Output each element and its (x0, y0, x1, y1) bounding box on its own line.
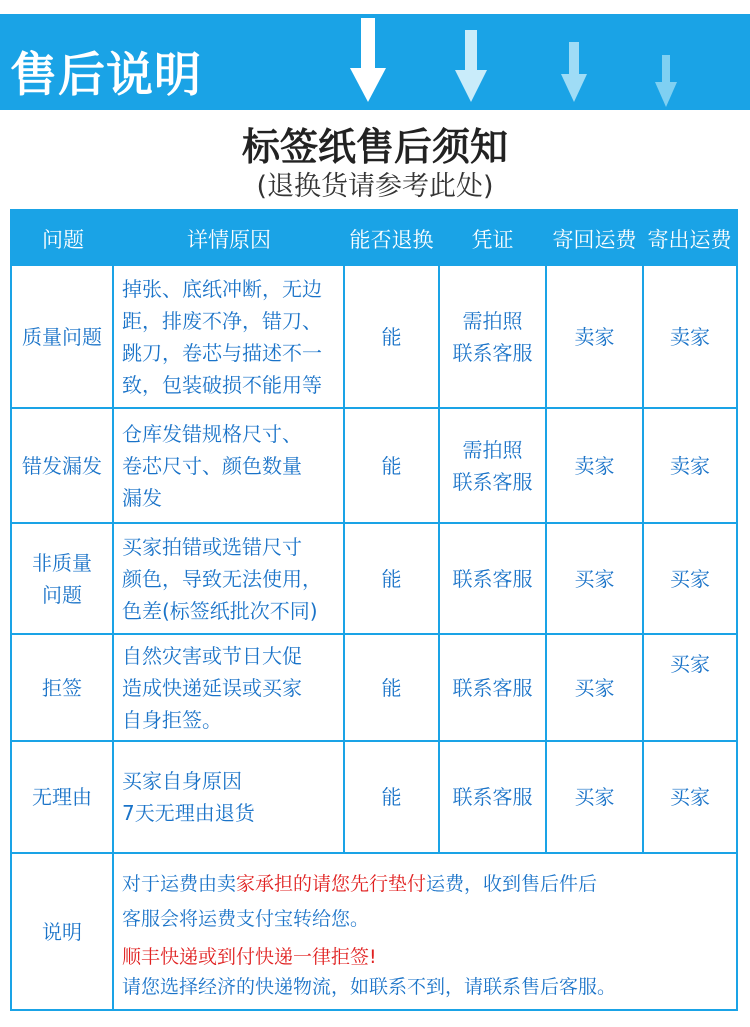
detail-line: 买家拍错或选错尺寸 (122, 534, 302, 559)
return-fee-cell: 买家 (574, 785, 615, 809)
note-text: 运费，收到售后件后 (426, 873, 598, 895)
detail-line: 致，包装破损不能用等 (122, 372, 322, 397)
return-fee-cell: 卖家 (574, 324, 615, 349)
return-fee-cell: 买家 (574, 675, 615, 700)
send-fee-cell: 卖家 (670, 324, 710, 349)
send-fee-cell: 卖家 (670, 453, 710, 478)
detail-cell (122, 742, 340, 852)
issue-cell: 非质量 (32, 550, 92, 575)
detail-line: 跳刀，卷芯与描述不一 (122, 340, 322, 365)
proof-cell: 联系客服 (452, 566, 533, 591)
issue-cell: 质量问题 (22, 324, 102, 349)
proof-cell (440, 409, 545, 522)
issue-cell: 错发漏发 (22, 453, 102, 478)
table-row (12, 409, 112, 522)
page-subtitle: (退换货请参考此处) (256, 171, 494, 202)
detail-line: 距，排废不净，错刀、 (122, 308, 322, 333)
proof-line: 联系客服 (452, 469, 533, 494)
detail-line: 自身拒签。 (122, 707, 222, 732)
header-detail: 详情原因 (187, 227, 271, 252)
page-title: 标签纸售后须知 (241, 125, 508, 169)
note-highlight: 家承担的请您先行垫付 (236, 873, 427, 895)
header-returnable: 能否退换 (349, 227, 434, 252)
issue-cell: 拒签 (42, 675, 82, 700)
returnable-cell: 能 (381, 785, 402, 809)
table-header (12, 211, 736, 266)
detail-cell (122, 409, 340, 522)
arrow-down-icon (455, 30, 487, 102)
return-fee-cell: 卖家 (574, 453, 615, 478)
detail-line: 颜色，导致无法使用， (122, 566, 322, 591)
note-line-1 (122, 869, 722, 900)
arrow-down-icon (655, 55, 677, 107)
header-send-fee: 寄出运费 (647, 227, 732, 252)
detail-line: 卷芯尺寸、颜色数量 (122, 453, 302, 478)
proof-cell: 联系客服 (452, 675, 533, 700)
detail-line: 买家自身原因 (122, 769, 242, 793)
table-row (12, 742, 112, 852)
arrow-down-icon (350, 18, 386, 102)
detail-cell (122, 635, 340, 740)
returnable-cell: 能 (381, 453, 402, 478)
detail-line: 7天无理由退货 (122, 801, 255, 825)
note-line-2: 客服会将运费支付宝转给您。 (122, 908, 370, 930)
detail-cell (122, 266, 340, 407)
send-fee-cell: 买家 (670, 652, 710, 676)
arrow-down-icon (561, 42, 587, 102)
detail-line: 漏发 (122, 485, 162, 510)
header-return-fee: 寄回运费 (552, 227, 637, 252)
table-row (12, 524, 112, 633)
header-proof: 凭证 (471, 227, 514, 252)
detail-line: 自然灾害或节日大促 (122, 643, 302, 668)
detail-line: 仓库发错规格尺寸、 (122, 421, 302, 446)
banner-title: 售后说明 (10, 48, 202, 103)
issue-cell: 无理由 (32, 785, 92, 809)
row-divider (12, 852, 736, 854)
proof-line: 联系客服 (452, 340, 533, 365)
returnable-cell: 能 (381, 675, 402, 700)
header-issue: 问题 (42, 227, 84, 252)
note-label: 说明 (42, 919, 82, 944)
after-sales-table (10, 209, 738, 1011)
detail-line: 掉张、底纸冲断，无边 (122, 276, 322, 301)
returnable-cell: 能 (381, 324, 402, 349)
table-row (12, 266, 112, 407)
note-line-4: 请您选择经济的快递物流，如联系不到，请联系售后客服。 (122, 976, 617, 998)
detail-line: 色差(标签纸批次不同) (122, 598, 318, 623)
table-row (12, 635, 112, 740)
proof-cell: 联系客服 (452, 785, 533, 809)
proof-cell (440, 266, 545, 407)
issue-cell: 问题 (42, 582, 82, 607)
note-line-3: 顺丰快递或到付快递一律拒签! (122, 946, 377, 968)
note-text: 对于运费由卖 (122, 873, 237, 895)
send-fee-cell: 买家 (670, 566, 710, 591)
detail-cell (122, 524, 340, 633)
returnable-cell: 能 (381, 566, 402, 591)
detail-line: 造成快递延误或买家 (122, 675, 302, 700)
proof-line: 需拍照 (462, 437, 523, 462)
send-fee-cell: 买家 (670, 785, 710, 809)
proof-line: 需拍照 (462, 308, 523, 333)
return-fee-cell: 买家 (574, 566, 615, 591)
column-divider (112, 211, 114, 1009)
